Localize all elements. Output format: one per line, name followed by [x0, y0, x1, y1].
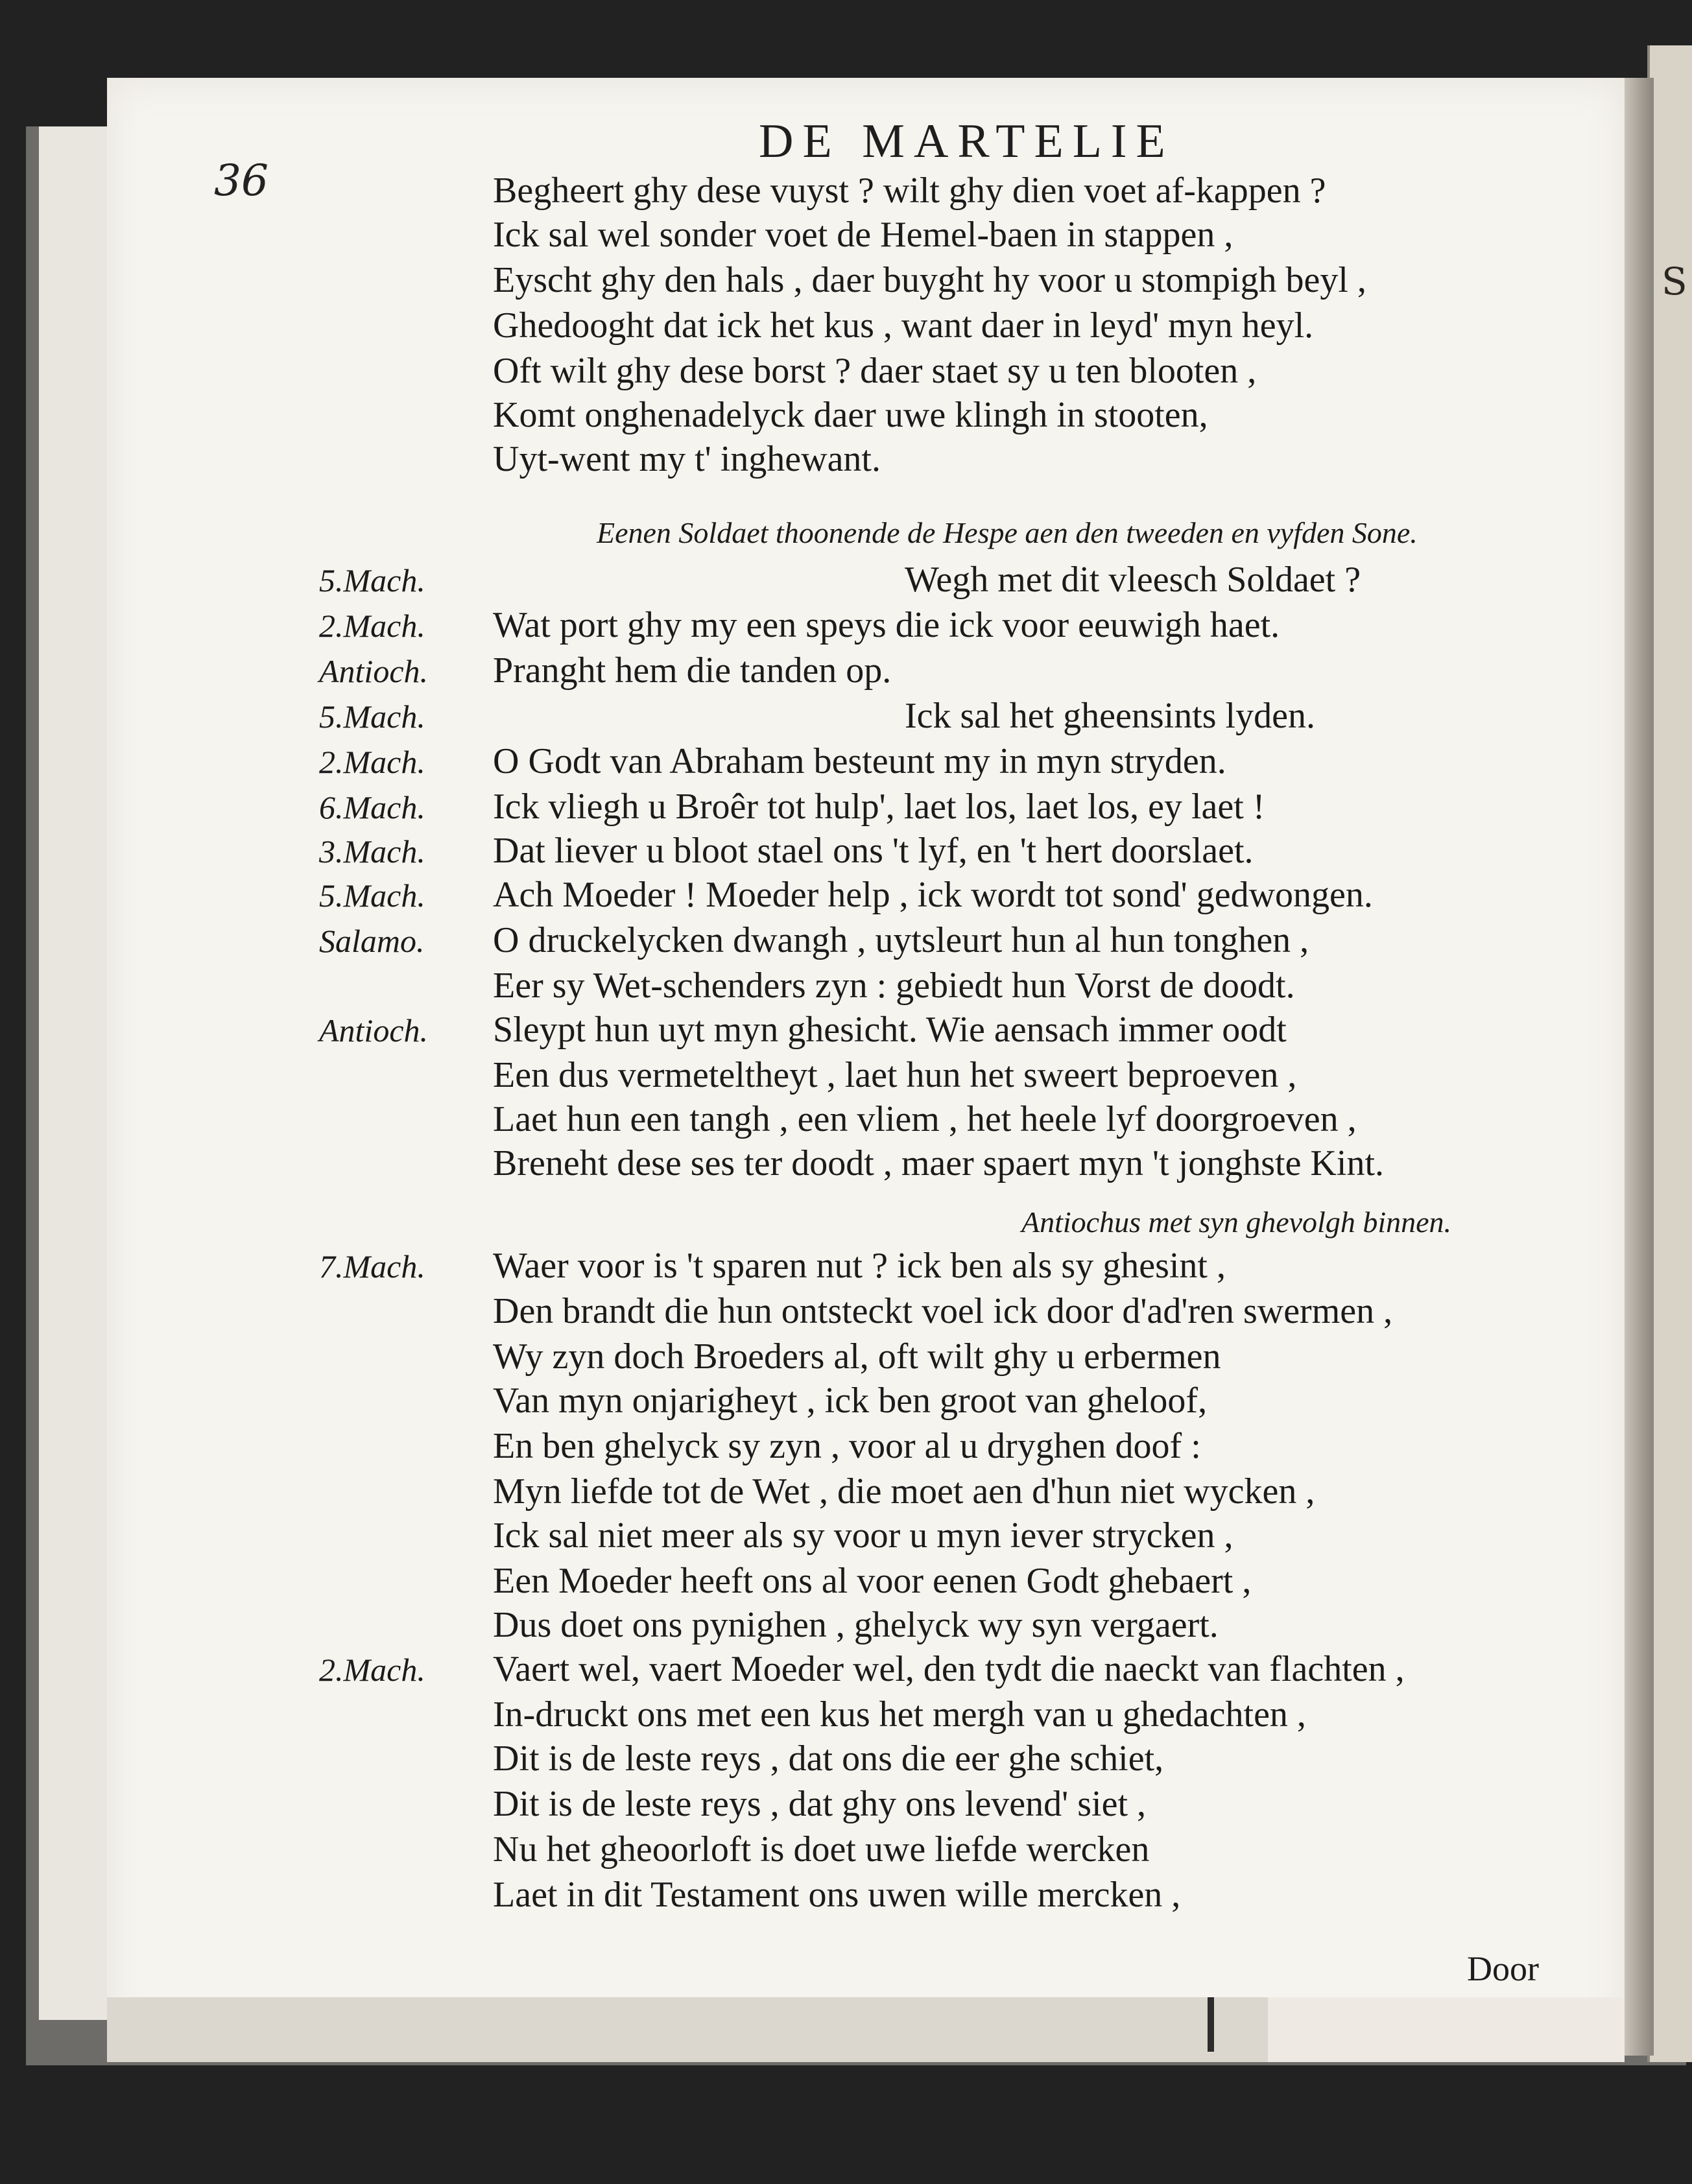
speaker-label: Antioch. [319, 1012, 429, 1049]
verse-line: Laet in dit Testament ons uwen wille mercken , [493, 1875, 1181, 1915]
running-head: DE MARTELIE [759, 115, 1174, 168]
stage-direction: Antiochus met syn ghevolgh binnen. [1021, 1205, 1452, 1239]
verse-line: Laet hun een tangh , een vliem , het heele lyf doorgroeven , [493, 1099, 1357, 1139]
verse-line: Dus doet ons pynighen , ghelyck wy syn vergaert. [493, 1605, 1219, 1645]
speaker-label: 2.Mach. [319, 744, 425, 780]
verse-line: Ick sal wel sonder voet de Hemel-baen in stappen , [493, 215, 1233, 255]
verse-line: O druckelycken dwangh , uytsleurt hun al hun tonghen , [493, 920, 1309, 960]
verse-line: O Godt van Abraham besteunt my in myn stryden. [493, 741, 1226, 781]
verse-line: Dat liever u bloot stael ons 't lyf, en 't hert doorslaet. [493, 831, 1254, 871]
verse-line: In-druckt ons met een kus het mergh van u ghedachten , [493, 1694, 1306, 1735]
verse-line: Oft wilt ghy dese borst ? daer staet sy u ten blooten , [493, 351, 1257, 391]
verse-line: Pranght hem die tanden op. [493, 650, 892, 691]
verse-line: Dit is de leste reys , dat ghy ons levend' siet , [493, 1784, 1147, 1824]
verse-line: Breneht dese ses ter doodt , maer spaert myn 't jonghste Kint. [493, 1143, 1384, 1183]
verse-line: Ghedooght dat ick het kus , want daer in leyd' myn heyl. [493, 305, 1314, 346]
verse-line: Uyt-went my t' inghewant. [493, 439, 881, 479]
verse-line: Begheert ghy dese vuyst ? wilt ghy dien voet af-kappen ? [493, 171, 1326, 211]
page-number: 36 [214, 156, 268, 206]
verse-line: Den brandt die hun ontsteckt voel ick door d'ad'ren swermen , [493, 1291, 1393, 1331]
verse-line: Van myn onjarigheyt , ick ben groot van gheloof, [493, 1381, 1208, 1421]
stage-direction: Eenen Soldaet thoonende de Hespe aen den tweeden en vyfden Sone. [597, 516, 1418, 549]
speaker-label: 5.Mach. [319, 877, 425, 914]
verse-line: Vaert wel, vaert Moeder wel, den tydt die naeckt van flachten , [493, 1649, 1405, 1689]
speaker-label: 3.Mach. [319, 833, 425, 870]
speaker-label: 7.Mach. [319, 1248, 425, 1285]
verse-line: Nu het gheoorloft is doet uwe liefde wercken [493, 1829, 1150, 1869]
verse-line: Een dus vermeteltheyt , laet hun het sweert beproeven , [493, 1055, 1297, 1095]
verse-line: Eyscht ghy den hals , daer buyght hy voor u stompigh beyl , [493, 260, 1366, 300]
verse-line: Een Moeder heeft ons al voor eenen Godt ghebaert , [493, 1561, 1252, 1601]
speaker-label: Salamo. [319, 923, 425, 959]
ink-mark [1208, 1997, 1214, 2052]
speaker-label: 5.Mach. [319, 698, 425, 735]
speaker-label: Antioch. [319, 653, 429, 689]
speaker-label: 2.Mach. [319, 608, 425, 644]
verse-line: Komt onghenadelyck daer uwe klingh in stooten, [493, 395, 1208, 435]
page-bottom-edge [107, 1997, 1268, 2062]
verse-line: Ick vliegh u Broêr tot hulp', laet los, laet los, ey laet ! [493, 787, 1265, 827]
verse-line: Sleypt hun uyt myn ghesicht. Wie aensach immer oodt [493, 1010, 1287, 1050]
gutter-shadow [1621, 78, 1654, 2056]
verse-line: Ach Moeder ! Moeder help , ick wordt tot sond' gedwongen. [493, 875, 1373, 915]
verse-line: Myn liefde tot de Wet , die moet aen d'hun niet wycken , [493, 1471, 1315, 1512]
speaker-label: 6.Mach. [319, 789, 425, 825]
speaker-label: 2.Mach. [319, 1652, 425, 1688]
page-bottom-edge-light [1268, 1997, 1625, 2062]
verse-line: Wy zyn doch Broeders al, oft wilt ghy u erbermen [493, 1336, 1221, 1377]
facing-page-fragment: S [1662, 259, 1687, 303]
verse-line: Wat port ghy my een speys die ick voor eeuwigh haet. [493, 605, 1280, 645]
verse-line: Ick sal niet meer als sy voor u myn iever strycken , [493, 1515, 1233, 1556]
speaker-label: 5.Mach. [319, 562, 425, 599]
verse-line: En ben ghelyck sy zyn , voor al u dryghen doof : [493, 1426, 1201, 1466]
verse-line: Ick sal het gheensints lyden. [905, 696, 1315, 736]
verse-line: Eer sy Wet-schenders zyn : gebiedt hun Vorst de doodt. [493, 966, 1295, 1006]
catchword: Door [1467, 1949, 1539, 1988]
verse-line: Wegh met dit vleesch Soldaet ? [905, 560, 1361, 600]
verse-line: Waer voor is 't sparen nut ? ick ben als sy ghesint , [493, 1246, 1226, 1286]
verse-line: Dit is de leste reys , dat ons die eer ghe schiet, [493, 1739, 1164, 1779]
facing-page-edge [1647, 45, 1692, 2062]
